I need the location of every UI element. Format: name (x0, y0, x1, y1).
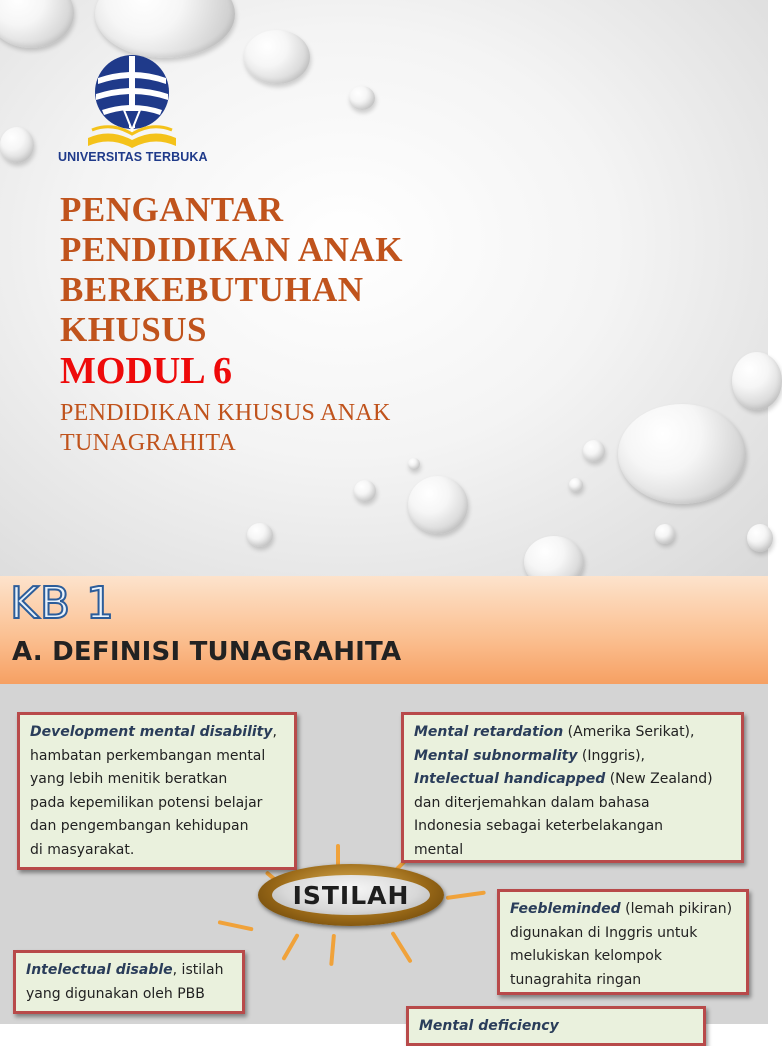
module-subtitle (60, 398, 391, 458)
title-line: PENGANTAR (60, 190, 284, 229)
water-drop (354, 480, 376, 502)
water-drop (0, 0, 74, 48)
box-text: yang digunakan oleh PBB (26, 985, 205, 1002)
water-drop (408, 476, 468, 534)
term: Feebleminded (510, 901, 621, 917)
water-drop (247, 523, 273, 547)
water-drop (747, 524, 773, 552)
definition-box-feebleminded (497, 889, 749, 995)
water-drop (655, 524, 675, 544)
water-drop (569, 478, 583, 492)
box-text: pada kepemilikan potensi belajar (30, 794, 263, 811)
logo-text: UNIVERSITAS TERBUKA (58, 150, 208, 164)
title-line: KHUSUS (60, 310, 207, 349)
box-text: (New Zealand) (605, 771, 713, 787)
water-drop (244, 30, 310, 84)
box-text: (lemah pikiran) (620, 901, 733, 917)
title-line: BERKEBUTUHAN (60, 270, 364, 309)
module-label: MODUL 6 (60, 350, 233, 392)
definition-box-deficiency (406, 1006, 706, 1046)
term: Development mental disability (30, 724, 273, 740)
water-drop (732, 352, 782, 410)
universitas-terbuka-logo (58, 48, 206, 166)
box-text: hambatan perkembangan mental (30, 747, 266, 764)
definition-box-intelectual-disable (13, 950, 245, 1014)
definition-box-retardation (401, 712, 744, 863)
water-drop (349, 86, 375, 110)
istilah-label: ISTILAH (272, 875, 430, 915)
subtitle-line: PENDIDIKAN KHUSUS ANAK (60, 400, 391, 426)
kb-label: KB 1 (10, 578, 116, 629)
box-text: dan pengembangan kehidupan (30, 818, 249, 834)
box-text: mental (414, 841, 464, 858)
water-drop (408, 458, 420, 470)
box-text: digunakan di Inggris untuk (510, 924, 698, 941)
box-text: (Amerika Serikat), (563, 724, 695, 740)
box-text: tunagrahita ringan (510, 971, 642, 988)
box-text: (Inggris), (577, 747, 646, 764)
term: Mental deficiency (419, 1018, 559, 1034)
box-text: , (272, 724, 277, 740)
box-text: yang lebih menitik beratkan (30, 771, 228, 787)
istilah-center (258, 864, 444, 926)
definition-box-development (17, 712, 297, 870)
term: Mental subnormality (414, 747, 578, 764)
water-drop (618, 404, 746, 504)
title-line: PENDIDIKAN ANAK (60, 230, 403, 269)
section-title: A. DEFINISI TUNAGRAHITA (12, 637, 402, 667)
slide-header (0, 576, 768, 684)
definition-slide (0, 576, 768, 1034)
box-text: melukiskan kelompok (510, 948, 662, 964)
water-drop (0, 127, 34, 163)
subtitle-line: TUNAGRAHITA (60, 430, 237, 456)
box-text: di masyarakat. (30, 841, 135, 858)
course-title (60, 190, 620, 350)
term: Intelectual handicapped (414, 771, 606, 787)
water-drop (583, 440, 605, 462)
box-text: , istilah (172, 962, 224, 978)
box-text: dan diterjemahkan dalam bahasa (414, 794, 650, 811)
term: Mental retardation (414, 724, 564, 740)
box-text: Indonesia sebagai keterbelakangan (414, 818, 664, 834)
term: Intelectual disable (26, 962, 173, 978)
